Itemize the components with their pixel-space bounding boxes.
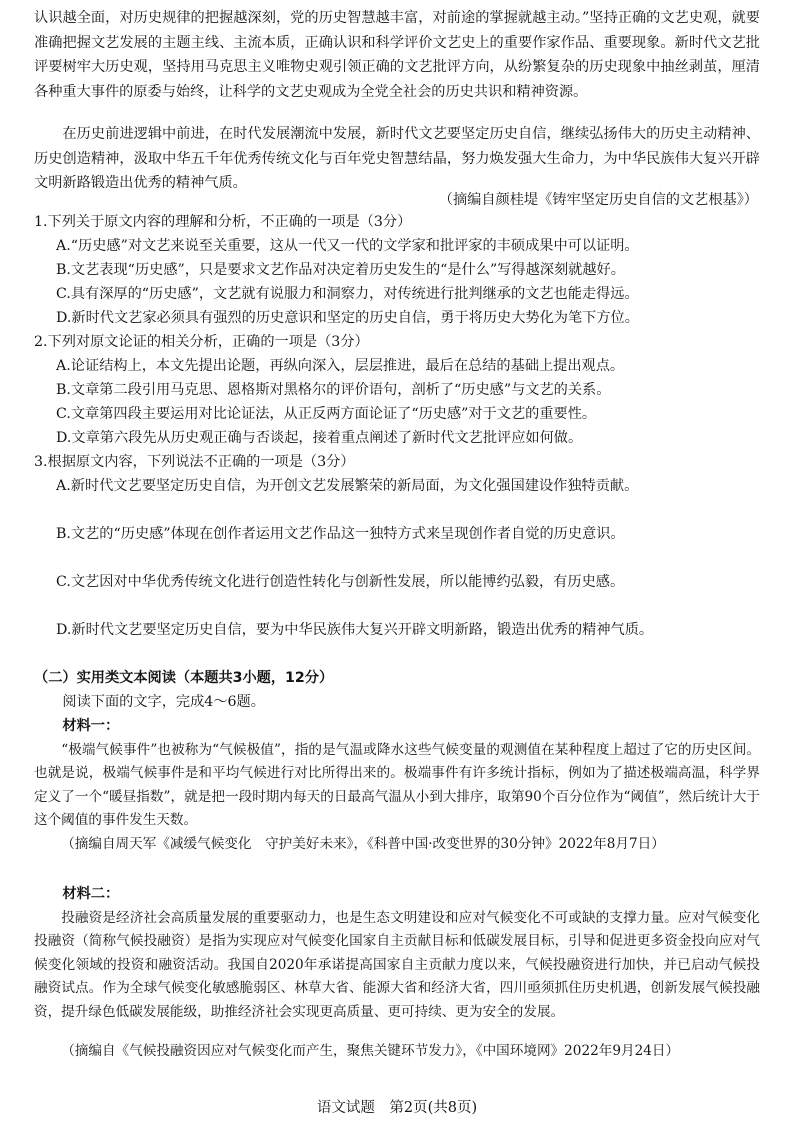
question-option: C.文艺因对中华优秀传统文化进行创造性转化与创新性发展，所以能博约弘毅，有历史感。 [56,574,625,590]
question-stem: 3.根据原文内容，下列说法不正确的一项是（3分） [34,454,355,470]
question-option: B.文章第二段引用马克思、恩格斯对黑格尔的评价语句，剖析了“历史感”与文艺的关系。 [56,382,611,398]
passage-paragraph: 认识越全面，对历史规律的把握越深刻，党的历史智慧越丰富，对前途的掌握就越主动。”坚持正确的文艺史观，就要准确把握文艺发展的主题主线、主流本质，正确认识和科学评价文艺史上的重要作家作品、重要现象。新时代文艺批评要树牢大历史观，坚持用马克思主义唯物史观引领正确的文艺批评方向，从纷繁复杂的历史现象中抽丝剥茧，厘清各种重大事件的原委与始终，让科学的文艺史观成为全党全社会的历史共识和精神资源。 [34,10,760,100]
question-stem: 1.下列关于原文内容的理解和分析，不正确的一项是（3分） [34,214,412,230]
question-option: D.新时代文艺家必须具有强烈的历史意识和坚定的历史自信，勇于将历史大势化为笔下方位。 [56,310,639,326]
material-title: 材料二： [62,886,120,902]
question-option: A.“历史感”对文艺来说至关重要，这从一代又一代的文学家和批评家的丰硕成果中可以证明。 [56,238,639,254]
section-heading: （二）实用类文本阅读（本题共3小题，12分） [34,670,334,686]
material-text: 投融资是经济社会高质量发展的重要驱动力，也是生态文明建设和应对气候变化不可或缺的支撑力量。应对气候变化投融资（简称气候投融资）是指为实现应对气候变化国家自主贡献目标和低碳发展目标，引导和促进更多资金投向应对气候变化领域的投资和融资活动。我国自2020年承诺提高国家自主贡献力度以来，气候投融资进行加快，并已启动气候投融资试点。作为全球气候变化敏感脆弱区、林草大省、能源大省和经济大省，四川亟须抓住历史机遇，创新发展气候投融资，提升绿色低碳发展能级，助推经济社会实现更高质量、更可持续、更为安全的发展。 [34,910,760,1020]
passage-paragraph: 在历史前进逻辑中前进，在时代发展潮流中发展，新时代文艺要坚定历史自信，继续弘扬伟大的历史主动精神、历史创造精神，汲取中华五千年优秀传统文化与百年党史智慧结晶，努力焕发强大生命力，为中华民族伟大复兴开辟文明新路锻造出优秀的精神气质。 [34,126,760,192]
question-option: B.文艺的“历史感”体现在创作者运用文艺作品这一独特方式来呈现创作者自觉的历史意识。 [56,526,625,542]
passage-source: （摘编自颜桂堤《铸牢坚定历史自信的文艺根基》） [438,192,758,208]
material-source: （摘编自《气候投融资因应对气候变化而产生，聚焦关键环节发力》，《中国环境网》2022年9月24日） [61,1043,680,1059]
question-option: D.文章第六段先从历史观正确与否谈起，接着重点阐述了新时代文艺批评应如何做。 [56,430,583,446]
material-source: （摘编自周天军《减缓气候变化 守护美好未来》，《科普中国·改变世界的30分钟》2022年8月7日） [61,836,665,852]
question-option: A.新时代文艺要坚定历史自信，为开创文艺发展繁荣的新局面，为文化强国建设作独特贡献。 [56,478,639,494]
question-option: C.具有深厚的“历史感”，文艺就有说服力和洞察力，对传统进行批判继承的文艺也能走得远。 [56,286,639,302]
question-option: C.文章第四段主要运用对比论证法，从正反两方面论证了“历史感”对于文艺的重要性。 [56,406,597,422]
material-text: “极端气候事件”也被称为“气候极值”，指的是气温或降水这些气候变量的观测值在某种程度上超过了它的历史区间。也就是说，极端气候事件是和平均气候进行对比所得出来的。极端事件有许多统计指标，例如为了描述极端高温，科学界定义了一个“暖昼指数”，就是把一段时期内每天的日最高气温从小到大排序，取第90个百分位作为“阈值”，然后统计大于这个阈值的事件发生天数。 [34,742,760,829]
page-footer: 语文试题 第2页(共8页) [316,1100,478,1116]
question-stem: 2.下列对原文论证的相关分析，正确的一项是（3分） [34,334,369,350]
question-option: D.新时代文艺要坚定历史自信，要为中华民族伟大复兴开辟文明新路，锻造出优秀的精神气质。 [56,622,654,638]
question-option: A.论证结构上，本文先提出论题，再纵向深入，层层推进，最后在总结的基础上提出观点。 [56,358,625,374]
question-option: B.文艺表现“历史感”，只是要求文艺作品对决定着历史发生的“是什么”写得越深刻就越好。 [56,262,625,278]
section-instruction: 阅读下面的文字，完成4～6题。 [62,694,265,710]
material-title: 材料一： [62,718,120,734]
